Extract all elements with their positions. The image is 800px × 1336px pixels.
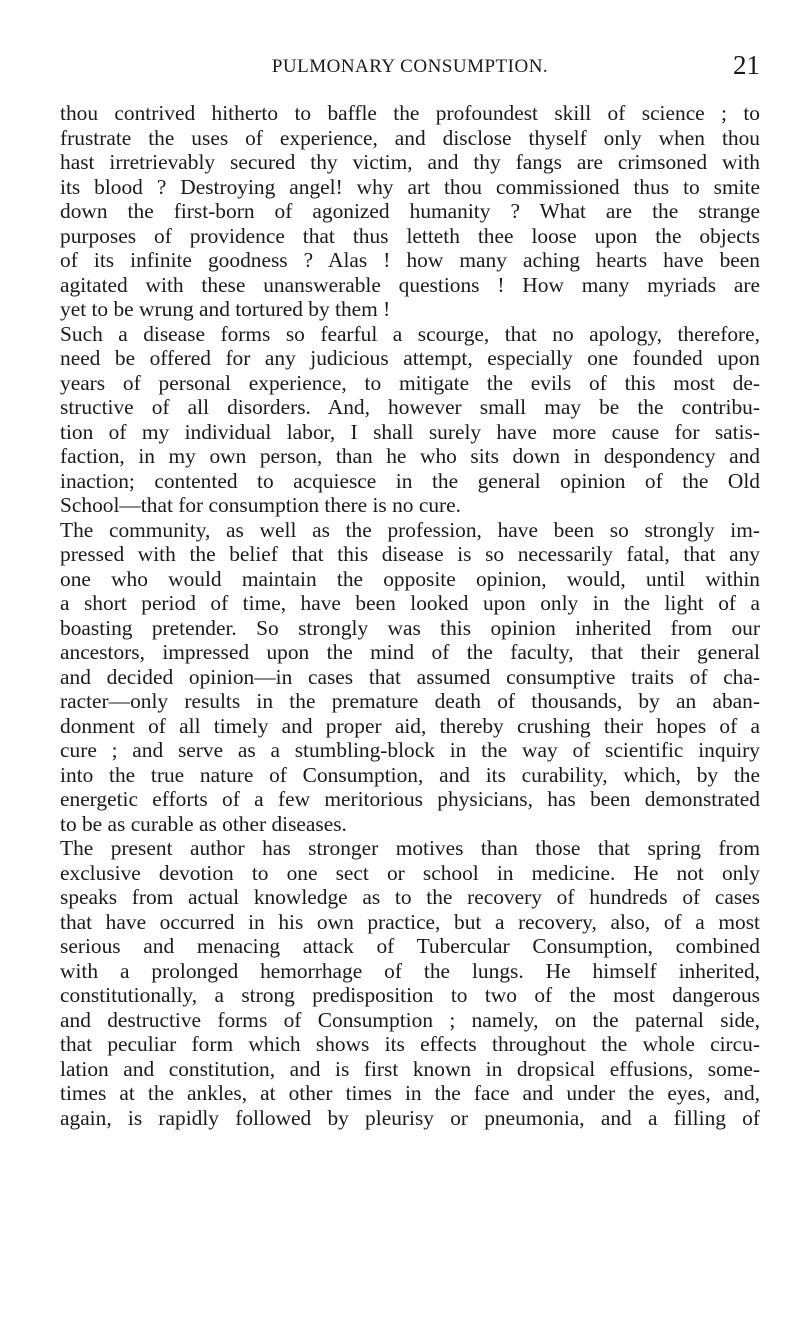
text-line: School—that for consumption there is no cure. xyxy=(60,493,461,517)
text-line: into the true nature of Consumption, and its curability, which, by the xyxy=(60,762,760,787)
text-line: cure ; and serve as a stumbling-block in the way of scientific inquiry xyxy=(60,738,760,762)
text-line: again, is rapidly followed by pleurisy or pneumonia, and a filling of xyxy=(60,1105,760,1130)
text-line: exclusive devotion to one sect or school in medicine. He not only xyxy=(60,860,760,885)
text-line: yet to be wrung and tortured by them ! xyxy=(60,297,391,321)
text-line: that have occurred in his own practice, but a recovery, also, of a most xyxy=(60,909,760,934)
text-line: constitutionally, a strong predisposition to two of the most dangerous xyxy=(60,983,760,1007)
text-line: The community, as well as the profession, have been so strongly im- xyxy=(60,517,760,542)
text-line: tion of my individual labor, I shall surely have more cause for satis- xyxy=(60,419,760,444)
text-line: times at the ankles, at other times in the face and under the eyes, and, xyxy=(60,1081,760,1105)
text-line: to be as curable as other diseases. xyxy=(60,811,347,836)
text-line: and destructive forms of Consumption ; namely, on the paternal side, xyxy=(60,1007,760,1032)
header-title: PULMONARY CONSUMPTION. xyxy=(271,56,549,77)
text-line: purposes of providence that thus letteth thee loose upon the objects xyxy=(60,223,760,248)
text-line: ancestors, impressed upon the mind of the faculty, that their general xyxy=(60,640,760,664)
text-line: that peculiar form which shows its effects throughout the whole circu- xyxy=(60,1032,760,1056)
text-line: and decided opinion—in cases that assumed consumptive traits of cha- xyxy=(60,664,760,689)
text-line: with a prolonged hemorrhage of the lungs. He himself inherited, xyxy=(60,958,760,983)
text-line: agitated with these unanswerable questions ! How many myriads are xyxy=(60,272,760,297)
text-line: serious and menacing attack of Tubercular Consumption, combined xyxy=(60,934,760,958)
body-text xyxy=(60,101,760,1130)
text-line: structive of all disorders. And, however small may be the contribu- xyxy=(60,395,760,419)
text-line: speaks from actual knowledge as to the recovery of hundreds of cases xyxy=(60,885,760,909)
text-line: pressed with the belief that this disease is so necessarily fatal, that any xyxy=(60,542,760,566)
text-line: Such a disease forms so fearful a scourge, that no apology, therefore, xyxy=(60,321,760,346)
text-line: its blood ? Destroying angel! why art thou commissioned thus to smite xyxy=(60,174,760,199)
text-line: racter—only results in the premature death of thousands, by an aban- xyxy=(60,689,760,713)
text-line: lation and constitution, and is first known in dropsical effusions, some- xyxy=(60,1056,760,1081)
text-line: The present author has stronger motives than those that spring from xyxy=(60,836,760,860)
running-header xyxy=(60,50,760,86)
text-line: inaction; contented to acquiesce in the general opinion of the Old xyxy=(60,468,760,493)
text-line: one who would maintain the opposite opinion, would, until within xyxy=(60,566,760,591)
text-line: boasting pretender. So strongly was this opinion inherited from our xyxy=(60,615,760,640)
page-number: 21 xyxy=(733,50,760,80)
text-line: need be offered for any judicious attempt, especially one founded upon xyxy=(60,346,760,370)
text-line: donment of all timely and proper aid, thereby crushing their hopes of a xyxy=(60,713,760,738)
text-line: years of personal experience, to mitigate the evils of this most de- xyxy=(60,370,760,395)
text-line: down the first-born of agonized humanity ? What are the strange xyxy=(60,199,760,223)
text-line: thou contrived hitherto to baffle the profoundest skill of science ; to xyxy=(60,101,760,125)
text-line: a short period of time, have been looked upon only in the light of a xyxy=(60,591,760,615)
text-line: of its infinite goodness ? Alas ! how many aching hearts have been xyxy=(60,248,760,272)
text-line: faction, in my own person, than he who sits down in despondency and xyxy=(60,444,760,468)
text-line: frustrate the uses of experience, and disclose thyself only when thou xyxy=(60,125,760,150)
text-line: hast irretrievably secured thy victim, and thy fangs are crimsoned with xyxy=(60,150,760,174)
text-line: energetic efforts of a few meritorious physicians, has been demonstrated xyxy=(60,787,760,811)
